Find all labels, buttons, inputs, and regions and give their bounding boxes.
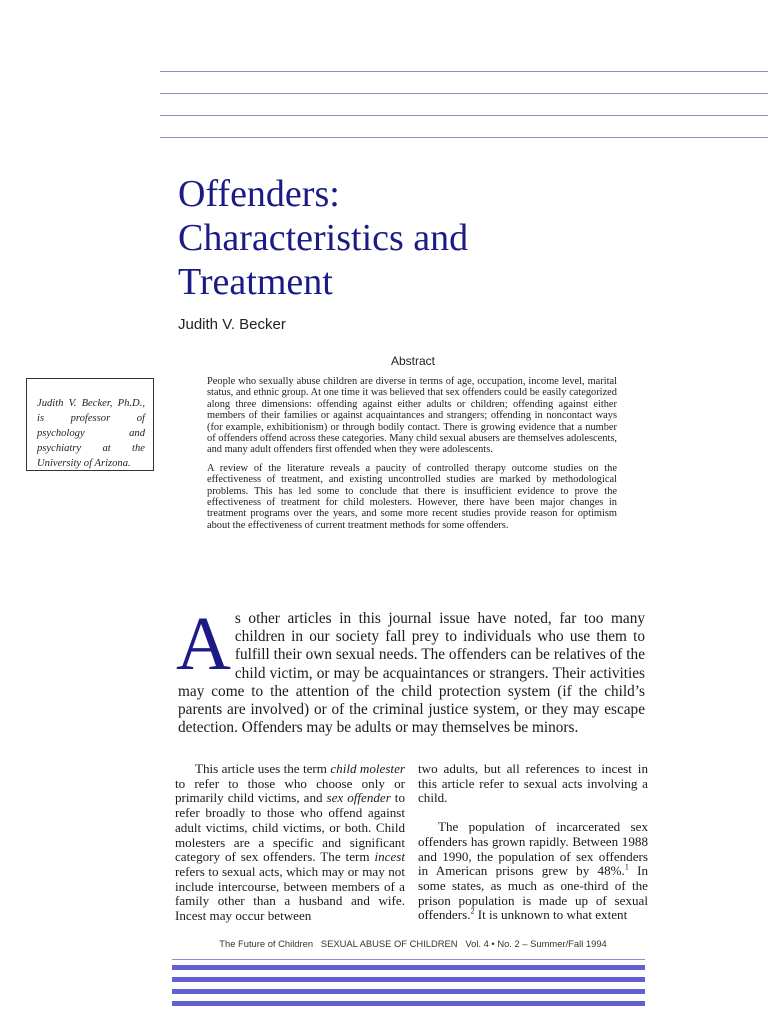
footnote-ref[interactable]: 1 (624, 862, 629, 872)
term-incest: incest (374, 849, 405, 865)
drop-cap: A (176, 602, 231, 686)
footer-bar-2 (172, 977, 645, 982)
page-footer (178, 938, 648, 949)
header-rule-1 (160, 71, 768, 72)
title-line-1: Offenders: (178, 173, 340, 215)
abstract-paragraph: A review of the literature reveals a paucity of controlled therapy outcome studies on the effectiveness of treatment, and existing uncontrolled studies are marked by methodological problems. This has led some to conclude that there is insufficient evidence to prove the effectiveness of treatment for child molesters. However, there have been major changes in treatment programs over the years, and some more recent studies provide reason for optimism about the effectiveness of current treatment methods for some offenders. (207, 462, 617, 531)
footer-bar-3 (172, 989, 645, 994)
body-paragraph (418, 820, 648, 923)
footer-issue-title: SEXUAL ABUSE OF CHILDREN (320, 938, 458, 949)
abstract-heading: Abstract (390, 354, 435, 368)
footer-rule (172, 959, 645, 960)
footnote-ref[interactable]: 2 (470, 906, 475, 916)
term-child-molester: child molester (330, 761, 405, 776)
term-sex-offender: sex offender (326, 790, 391, 806)
intro-paragraph (176, 602, 645, 737)
header-rule-4 (160, 137, 768, 138)
body-column-left (175, 762, 405, 924)
body-text: The population of incarcerated sex offenders has grown rapidly. Between 1988 and 1990, the population of sex offenders in American prisons grew by 48%. (418, 819, 648, 879)
body-column-right (418, 762, 648, 923)
title-line-3: Treatment (178, 261, 333, 303)
body-text: It is unknown to what extent (474, 907, 628, 923)
header-rule-3 (160, 115, 768, 116)
footer-journal: The Future of Children (219, 938, 314, 949)
author-bio-box (26, 378, 154, 471)
article-title (178, 172, 698, 304)
body-text: refers to sexual acts, which may or may not include intercourse, between members of a family other than a husband and wife. Incest may occur between (175, 863, 405, 924)
body-paragraph: two adults, but all references to incest in this article refer to sexual acts involving a child. (418, 761, 648, 806)
footer-volume: Vol. 4 • No. 2 – Summer/Fall 1994 (465, 938, 607, 949)
body-paragraph (175, 762, 405, 924)
intro-text: s other articles in this journal issue have noted, far too many children in our society fall prey to individuals who use them to fulfill their own sexual needs. The offenders can be relatives of the child victim, or may be acquaintances or strangers. Their activities may come to the attention of the child protection system (if the child’s parents are involved) or of the criminal justice system, or they may escape detection. Offenders may be adults or may themselves be minors. (178, 610, 645, 737)
author-bio-text: Judith V. Becker, Ph.D., is professor of psychology and psychiatry at the University of Arizona. (37, 398, 145, 469)
footer-bar-1 (172, 965, 645, 970)
body-text: to refer broadly to those who offend against adult victims, child victims, or both. Child molesters are a specific and significant category of sex offenders. The term (175, 790, 405, 865)
footer-bar-4 (172, 1001, 645, 1006)
abstract-paragraph: People who sexually abuse children are diverse in terms of age, occupation, income level, marital status, and ethnic group. At one time it was believed that sex offenders could be easily categorized along three dimensions: offending against either adults or children; offending against either members of their families or against acquaintances and strangers; offending in noncontact ways (for example, exhibitionism) or through bodily contact. There is growing evidence that a number of offenders offend across these categories. Many child sexual abusers are themselves adolescents, and many adult offenders first offended when they were adolescents. (207, 376, 617, 456)
body-text: to refer to those who choose only or primarily child victims, and (175, 775, 405, 806)
title-line-2: Characteristics and (178, 217, 469, 259)
body-text: This article uses the term (195, 761, 331, 776)
header-rule-2 (160, 93, 768, 94)
author-name: Judith V. Becker (178, 316, 286, 333)
abstract (207, 376, 617, 538)
body-text: In some states, as much as one-third of the prison population is made up of sexual offenders. (418, 863, 648, 923)
